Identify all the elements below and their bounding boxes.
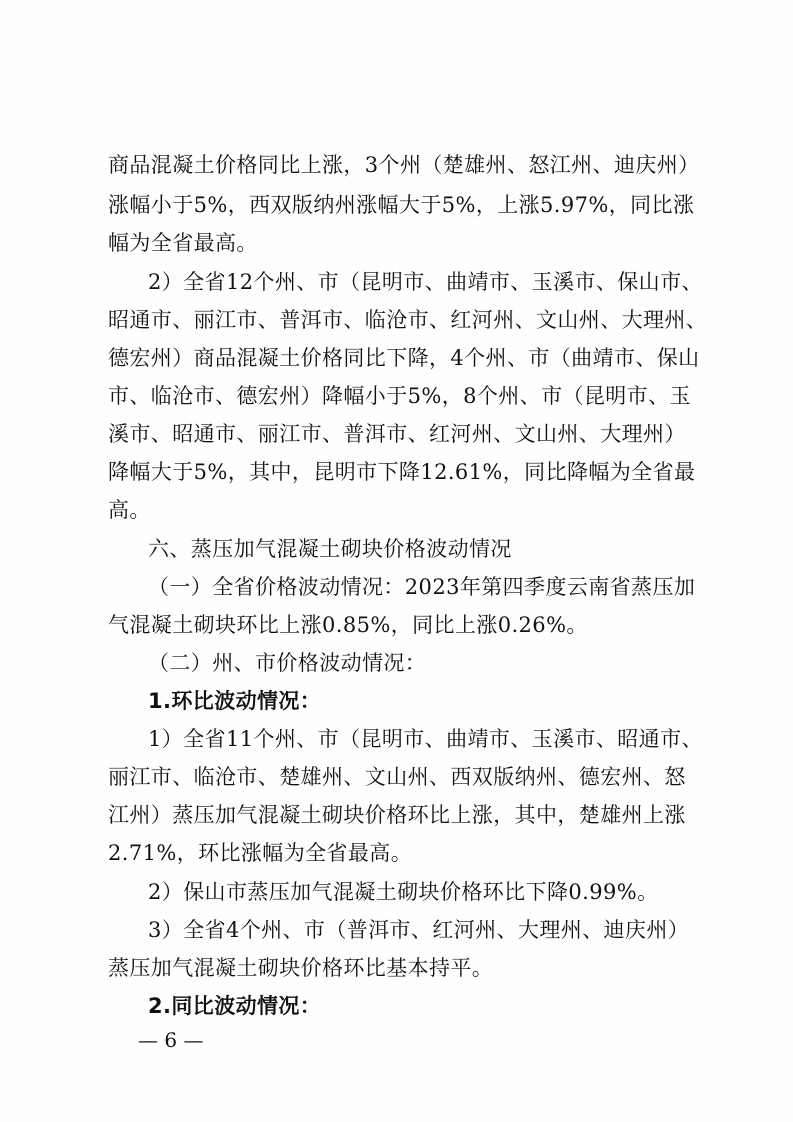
paragraph-line: 3）全省4个州、市（普洱市、红河州、大理州、迪庆州） (148, 918, 690, 942)
subheading-bold: 2.同比波动情况： (148, 994, 322, 1018)
paragraph-line: 昭通市、丽江市、普洱市、临沧市、红河州、文山州、大理州、 (108, 308, 708, 332)
paragraph-line: 丽江市、临沧市、楚雄州、文山州、西双版纳州、德宏州、怒 (108, 765, 686, 789)
paragraph-line: 蒸压加气混凝土砌块价格环比基本持平。 (108, 956, 494, 980)
subsection-heading: （二）州、市价格波动情况： (148, 651, 427, 675)
subheading-bold: 1.环比波动情况： (148, 689, 322, 713)
paragraph-line: 江州）蒸压加气混凝土砌块价格环比上涨，其中，楚雄州上涨 (108, 803, 686, 827)
paragraph-line: 高。 (108, 498, 151, 522)
paragraph-line: 气混凝土砌块环比上涨0.85%，同比上涨0.26%。 (108, 613, 588, 637)
paragraph-line: 幅为全省最高。 (108, 231, 258, 255)
page-number: — 6 — (138, 1028, 204, 1052)
section-heading: 六、蒸压加气混凝土砌块价格波动情况 (148, 537, 512, 561)
paragraph-line: 降幅大于5%，其中，昆明市下降12.61%，同比降幅为全省最 (108, 460, 696, 484)
paragraph-line: 2.71%，环比涨幅为全省最高。 (108, 841, 413, 865)
paragraph-line: 涨幅小于5%，西双版纳州涨幅大于5%，上涨5.97%，同比涨 (108, 193, 695, 217)
paragraph-line: 2）保山市蒸压加气混凝土砌块价格环比下降0.99%。 (148, 880, 659, 904)
paragraph-line: （一）全省价格波动情况：2023年第四季度云南省蒸压加 (148, 575, 696, 599)
paragraph-line: 溪市、昭通市、丽江市、普洱市、红河州、文山州、大理州） (108, 422, 686, 446)
paragraph-line: 商品混凝土价格同比上涨，3个州（楚雄州、怒江州、迪庆州） (108, 153, 700, 177)
paragraph-line: 市、临沧市、德宏州）降幅小于5%，8个州、市（昆明市、玉 (108, 384, 691, 408)
paragraph-line: 1）全省11个州、市（昆明市、曲靖市、玉溪市、昭通市、 (148, 727, 703, 751)
paragraph-line: 德宏州）商品混凝土价格同比下降，4个州、市（曲靖市、保山 (108, 346, 700, 370)
paragraph-line: 2）全省12个州、市（昆明市、曲靖市、玉溪市、保山市、 (148, 270, 703, 294)
